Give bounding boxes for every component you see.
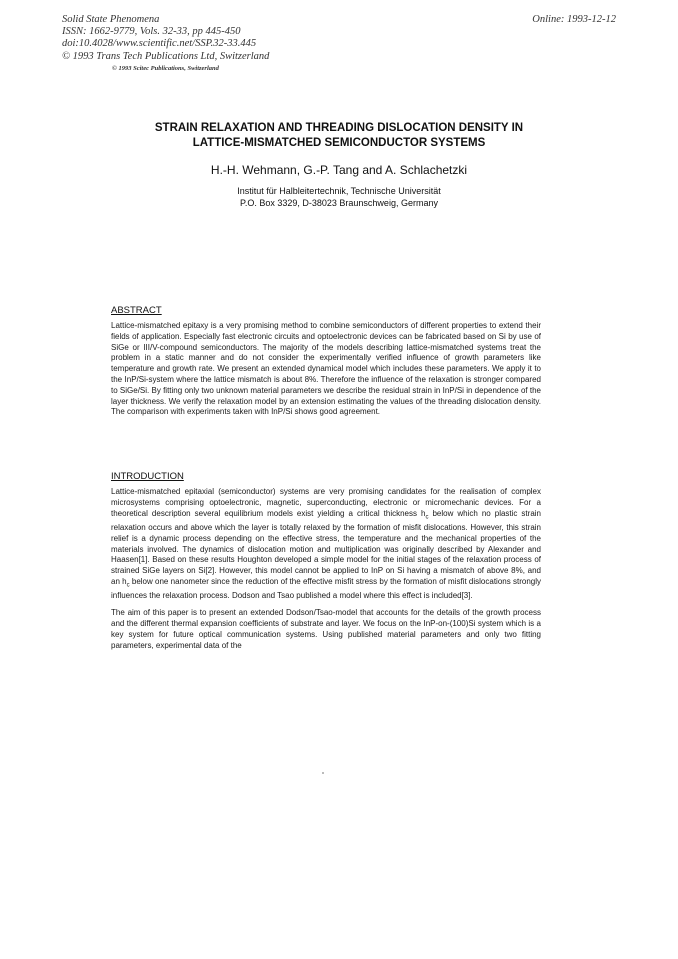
introduction-heading: INTRODUCTION bbox=[111, 471, 184, 482]
author-list: H.-H. Wehmann, G.-P. Tang and A. Schlachetzki bbox=[210, 163, 468, 177]
affiliation-line-2: P.O. Box 3329, D-38023 Braunschweig, Germany bbox=[240, 198, 438, 208]
introduction-body bbox=[111, 487, 541, 651]
affiliation-line-1: Institut für Halbleitertechnik, Technische Universität bbox=[237, 186, 441, 196]
affiliation bbox=[100, 185, 578, 209]
introduction-paragraph-1: Lattice-mismatched epitaxial (semiconductor) systems are very promising candidates for the realisation of complex microsystems comprising optoelectronic, magnetic, superconducting, electronic or micromechanic devices. For a theoretical description several equilibrium models exist yielding a critical thickness $h_c$ below which no plastic strain relaxation occurs and above which the layer is totally relaxed by the formation of misfit dislocations. However, this strain relief is a dynamic process depending on the effective stress, the temperature and the mechanical properties of the materials involved. The dynamics of dislocation motion and multiplication was originally described by Alexander and Haasen[1]. Based on these results Houghton developed a simple model for the initial stages of the relaxation process of strained SiGe layers on Si[2]. However, this model cannot be applied to InP on Si having a mismatch of above 8%, and an $h_c$ below one nanometer since the reduction of the effective misfit stress by the formation of misfit dislocations strongly influences the relaxation process. Dodson and Tsao published a model where this effect is included[3]. bbox=[111, 487, 541, 601]
abstract-body bbox=[111, 321, 541, 418]
abstract-text: Lattice-mismatched epitaxy is a very promising method to combine semiconductors of different properties to extend their fields of application. Especially fast electronic circuits and optoelectronic devices can be fabricated based on Si by use of SiGe or III/V-compound semiconductors. The majority of the models describing lattice-mismatched systems treat the problem in a static manner and do not consider the experimentally verified influence of growth parameters like temperature and growth rate. We present an extended dynamical model which includes these parameters. We apply it to the InP/Si-system where the lattice mismatch is about 8%. Therefore the influence of the relaxation is stronger compared to SiGe/Si. By fitting only two unknown material parameters we describe the residual strain in InP/Si in dependence of the layer thickness. We verify the relaxation model by an extension estimating the values of the threading dislocation density. The comparison with experiments taken with InP/Si shows good agreement. bbox=[111, 321, 541, 417]
doi-line: doi:10.4028/www.scientific.net/SSP.32-33.445 bbox=[62, 38, 257, 50]
title-line-1: STRAIN RELAXATION AND THREADING DISLOCATION DENSITY IN bbox=[154, 122, 524, 134]
title-line-2: LATTICE-MISMATCHED SEMICONDUCTOR SYSTEMS bbox=[192, 137, 486, 149]
journal-header bbox=[62, 14, 269, 74]
scan-speck bbox=[322, 772, 324, 774]
abstract-heading: ABSTRACT bbox=[111, 305, 162, 316]
copyright-line: © 1993 Trans Tech Publications Ltd, Switzerland bbox=[62, 50, 270, 62]
issn-line: ISSN: 1662-9779, Vols. 32-33, pp 445-450 bbox=[62, 26, 241, 38]
scitec-line: © 1993 Scitec Publications, Switzerland bbox=[112, 64, 219, 72]
online-date: Online: 1993-12-12 bbox=[532, 14, 616, 25]
introduction-paragraph-2: The aim of this paper is to present an extended Dodson/Tsao-model that accounts for the details of the growth process and the different thermal expansion coefficients of substrate and layer. We focus on the InP-on-(100)Si system which is a key system for future optical communication systems. Using published material parameters and only two fitting parameters, experimental data of the bbox=[111, 608, 541, 650]
paper-title bbox=[100, 121, 578, 151]
journal-name: Solid State Phenomena bbox=[62, 14, 160, 25]
